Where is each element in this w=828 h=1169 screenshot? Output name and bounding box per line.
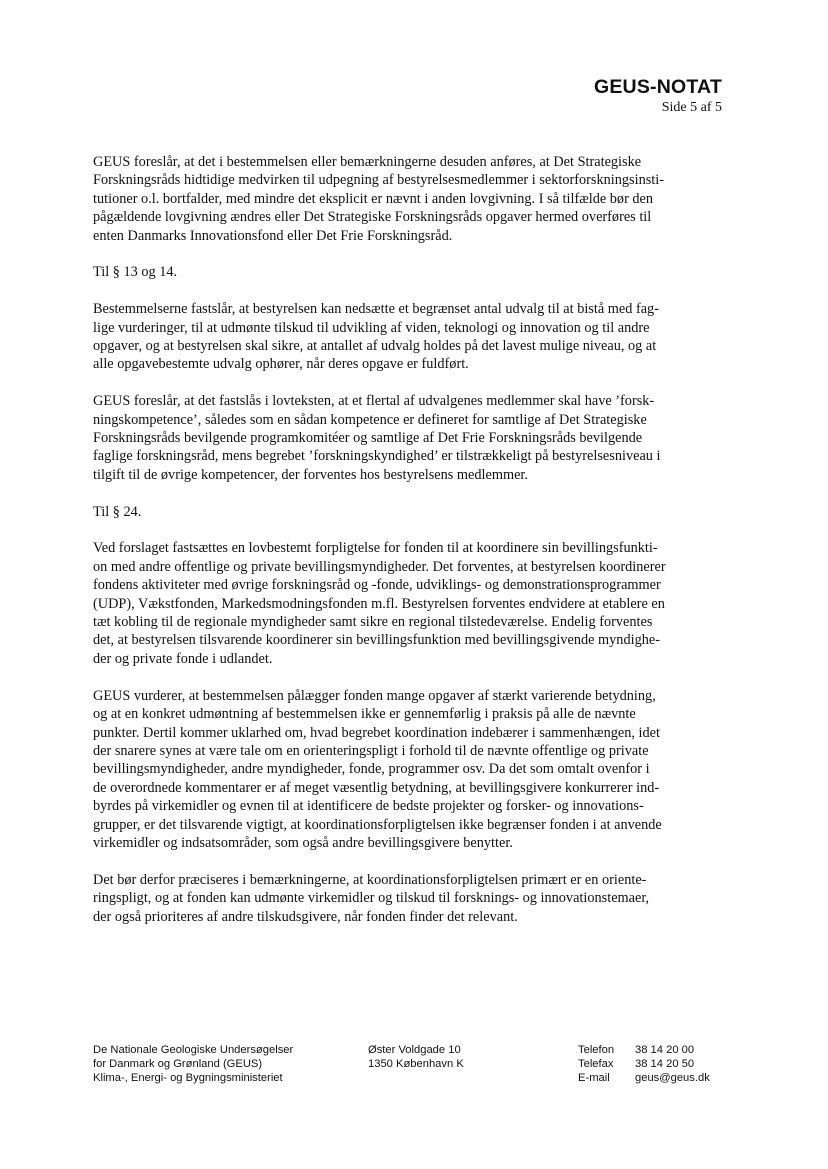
text-line: bevillingsmyndigheder, andre myndigheder, fonde, programmer osv. Da det som omtalt ovenfor i xyxy=(93,761,650,778)
contact-label: E-mail xyxy=(578,1072,610,1084)
paragraph xyxy=(93,300,723,374)
contact-email xyxy=(578,1071,710,1085)
text-line: Til § 13 og 14. xyxy=(93,264,178,281)
text-line: ningskompetence’, således som en sådan kompetence er defineret for samtlige af Det Strategiske xyxy=(93,411,647,428)
text-line: Bestemmelserne fastslår, at bestyrelsen kan nedsætte et begrænset antal udvalg til at bistå med fag- xyxy=(93,301,659,318)
text-line: byrdes på virkemidler og evnen til at identificere de bedste projekter og forsker- og innovations- xyxy=(93,798,644,815)
text-line: alle opgavebestemte udvalg ophører, når deres opgave er fuldført. xyxy=(93,356,469,373)
text-line: Ved forslaget fastsættes en lovbestemt forpligtelse for fonden til at koordinere sin bevillingsfunkti- xyxy=(93,540,658,557)
text-line: enten Danmarks Innovationsfond eller Det Frie Forskningsråd. xyxy=(93,227,453,244)
text-line: tilgift til de øvrige kompetencer, der forventes hos bestyrelsens medlemmer. xyxy=(93,466,528,483)
text-line: og at en konkret udmøntning af bestemmelsen ikke er gennemførlig i praksis på alle de nævnte xyxy=(93,706,636,723)
footer-organization xyxy=(93,1043,293,1085)
text-line: tæt kobling til de regionale myndigheder samt sikre en regional tilstedeværelse. Endelig forventes xyxy=(93,614,653,631)
paragraph xyxy=(93,392,723,484)
footer-contacts xyxy=(578,1043,710,1085)
footer-address xyxy=(368,1043,464,1071)
text-line: GEUS foreslår, at det i bestemmelsen eller bemærkningerne desuden anføres, at Det Strategiske xyxy=(93,154,642,170)
section-heading xyxy=(93,503,723,521)
paragraph xyxy=(93,539,723,668)
contact-fax xyxy=(578,1057,710,1071)
text-line: GEUS vurderer, at bestemmelsen pålægger fonden mange opgaver af stærkt varierende betydning, xyxy=(93,687,656,704)
contact-phone xyxy=(578,1043,710,1057)
text-line: faglige forskningsråd, mens begrebet ’forskningskyndighed’ er tilstrækkeligt på bestyrelsesniveau i xyxy=(93,448,661,465)
text-line: tutioner o.l. bortfalder, med mindre det eksplicit er nævnt i anden lovgivning. I så tilfælde bør den xyxy=(93,190,654,207)
page-number: Side 5 af 5 xyxy=(661,100,722,115)
footer-line: De Nationale Geologiske Undersøgelser xyxy=(93,1044,294,1056)
document-title: GEUS-NOTAT xyxy=(593,76,722,98)
contact-value: 38 14 20 00 xyxy=(635,1044,695,1056)
text-line: ringspligt, og at fonden kan udmønte virkemidler og tilskud til forsknings- og innovationstemaer, xyxy=(93,890,650,907)
document-body xyxy=(93,153,723,944)
text-line: (UDP), Vækstfonden, Markedsmodningsfonden m.fl. Bestyrelsen forventes endvidere at etablere en xyxy=(93,595,665,612)
text-line: Forskningsråds hidtidige medvirken til udpegning af bestyrelsesmedlemmer i sektorforskningsinsti- xyxy=(93,172,664,189)
text-line: der og private fonde i udlandet. xyxy=(93,650,273,667)
text-line: Til § 24. xyxy=(93,503,142,520)
text-line: opgaver, og at bestyrelsen skal sikre, at antallet af udvalg holdes på det lavest mulige niveau, og at xyxy=(93,338,657,355)
text-line: GEUS foreslår, at det fastslås i lovteksten, at et flertal af udvalgenes medlemmer skal have ’forsk- xyxy=(93,393,655,410)
text-line: der snarere synes at være tale om en orienteringspligt i forhold til de nævnte offentlige og private xyxy=(93,742,649,759)
page-header xyxy=(594,76,722,117)
text-line: Det bør derfor præciseres i bemærkningerne, at koordinationsforpligtelsen primært er en oriente- xyxy=(93,871,647,888)
contact-value: geus@geus.dk xyxy=(635,1072,710,1084)
text-line: on med andre offentlige og private bevillingsmyndigheder. Det forventes, at bestyrelsen koordinerer xyxy=(93,558,666,575)
paragraph xyxy=(93,687,723,853)
text-line: lige vurderinger, til at udmønte tilskud til udvikling af viden, teknologi og innovation og til andre xyxy=(93,319,650,336)
contact-value: 38 14 20 50 xyxy=(635,1058,695,1070)
text-line: fondens aktiviteter med øvrige forskningsråd og -fonde, udviklings- og demonstrationsprogrammer xyxy=(93,577,661,594)
footer-line: for Danmark og Grønland (GEUS) xyxy=(93,1058,263,1070)
contact-label: Telefax xyxy=(578,1058,614,1070)
footer-line: 1350 København K xyxy=(368,1058,464,1070)
text-line: punkter. Dertil kommer uklarhed om, hvad begrebet koordination indebærer i sammenhængen, idet xyxy=(93,724,660,741)
text-line: pågældende lovgivning ændres eller Det Strategiske Forskningsråds opgaver hermed overføres til xyxy=(93,209,652,226)
text-line: virkemidler og indsatsområder, som også andre bevillingsgivere benytter. xyxy=(93,834,513,851)
contact-label: Telefon xyxy=(578,1044,615,1056)
text-line: det, at bestyrelsen tilsvarende koordinerer sin bevillingsfunktion med bevillingsgivende myndighe- xyxy=(93,632,660,649)
footer-line: Klima-, Energi- og Bygningsministeriet xyxy=(93,1072,283,1084)
paragraph xyxy=(93,871,723,926)
section-heading xyxy=(93,263,723,281)
text-line: grupper, er det tilsvarende vigtigt, at koordinationsforpligtelsen ikke begrænser fonden i at anvende xyxy=(93,816,662,833)
paragraph xyxy=(93,153,723,245)
text-line: der også prioriteres af andre tilskudsgivere, når fonden finder det relevant. xyxy=(93,908,518,925)
footer-line: Øster Voldgade 10 xyxy=(368,1044,461,1056)
text-line: Forskningsråds bevilgende programkomitéer og samtlige af Det Frie Forskningsråds bevilgende xyxy=(93,430,643,447)
text-line: de overordnede kommentarer er af meget væsentlig betydning, at bevillingsgivere konkurrerer ind- xyxy=(93,779,660,796)
